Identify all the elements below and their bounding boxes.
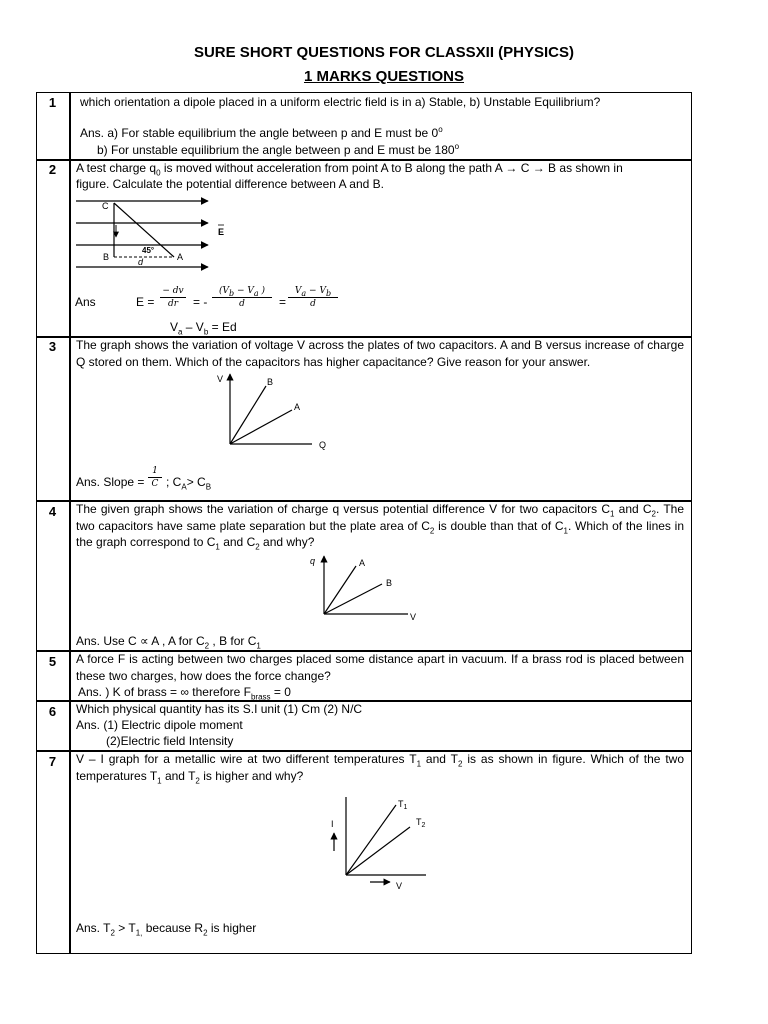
line-t2-label: $T_2$ (416, 817, 426, 829)
fraction-2: ($V_b - V_a$ ) d (212, 286, 272, 309)
line-a-label: A (359, 558, 366, 568)
fraction-1: − dv dr (160, 286, 186, 309)
line-b-label: B (267, 377, 274, 387)
axis-v-label: V (410, 612, 417, 622)
point-a-label: A (177, 252, 184, 262)
answer-line: Ans. ) K of brass = ∞ therefore $F_{brass} = 0$ (78, 685, 291, 702)
axis-q-label: q (310, 556, 316, 566)
answer-result: $V_a - V_b = Ed$ (170, 320, 237, 337)
equation-lhs: E = (136, 295, 155, 309)
current-voltage-graph (326, 793, 436, 893)
question-number: 6 (48, 704, 57, 719)
question-text: which orientation a dipole placed in a uniform electric field is in a) Stable, b) Unstable Equilibrium? (80, 95, 601, 109)
fraction-3: $V_a - V_b$ d (288, 286, 338, 309)
question-number: 2 (48, 162, 57, 177)
question-text: Which physical quantity has its S.I unit (1) Cm (2) N/C (76, 702, 363, 716)
axis-i-label: I (331, 819, 334, 829)
question-number: 1 (48, 95, 57, 110)
equation-op: = - (193, 295, 208, 309)
field-label: E (218, 227, 225, 237)
question-text: The graph shows the variation of voltage V across the plates of two capacitors. A and B versus increase of charge Q stored on them. Which of the capacitors has higher capacitance? Give reason for your answer. (76, 338, 684, 369)
question-number: 3 (48, 339, 57, 354)
point-b-label: B (103, 252, 110, 262)
column-divider (69, 92, 71, 954)
equation-op: = (279, 295, 287, 309)
point-c-label: C (102, 201, 109, 211)
path-figure (72, 195, 242, 277)
question-text: A test charge $q_0$ is moved without acceleration from point A to B along the path A → C → B as shown in (76, 161, 623, 178)
distance-label: d (138, 257, 144, 267)
answer-line: Ans. $T_2 > T_{1,}$ because $R_2$ is higher (76, 921, 257, 938)
answer-line: Ans. Use C ∝ A , A for $C_2$ , B for $C_1$ (76, 634, 261, 651)
question-text: figure. Calculate the potential difference between A and B. (76, 177, 384, 191)
axis-q-label: Q (319, 440, 327, 450)
answer-line: ; $C_A> C_B$ (166, 475, 212, 492)
question-text: V – I graph for a metallic wire at two different temperatures $T_1$ and $T_2$ is as shown in figure. Which of the two temperatures $T_1$ and $T_2$ is higher and why? (76, 752, 684, 785)
page-title: SURE SHORT QUESTIONS FOR CLASSXII (PHYSICS) (193, 44, 575, 61)
answer-line: Ans. (1) Electric dipole moment (76, 718, 243, 732)
answer-line: (2)Electric field Intensity (106, 734, 234, 748)
charge-voltage-graph (306, 552, 424, 626)
answer-line: Ans. Slope = (76, 475, 145, 489)
line-a-label: A (294, 402, 301, 412)
question-number: 7 (48, 754, 57, 769)
voltage-charge-graph (212, 370, 342, 452)
axis-v-label: V (396, 881, 403, 891)
axis-v-label: V (217, 374, 224, 384)
question-number: 4 (48, 504, 57, 519)
answer-line: b) For unstable equilibrium the angle between p and E must be 180$^o$ (97, 142, 460, 157)
question-text: A force F is acting between two charges placed some distance apart in vacuum. If a brass rod is placed between these two charges, how does the force change? (76, 652, 684, 683)
angle-label: 45° (142, 246, 155, 255)
page-subtitle: 1 MARKS QUESTIONS (303, 68, 465, 85)
answer-label: Ans (75, 295, 96, 309)
answer-line: Ans. a) For stable equilibrium the angle between p and E must be 0$^o$ (80, 125, 443, 140)
line-t1-label: $T_1$ (398, 799, 408, 811)
question-number: 5 (48, 654, 57, 669)
line-b-label: B (386, 578, 393, 588)
question-text: The given graph shows the variation of charge q versus potential difference V for two capacitors $C_1$ and $C_2$. The two capacitors have same plate separation but the plate area of $C_2$ is double than that of $C_1$. Which of the lines in the graph correspond to $C_1$ and $C_2$ and why? (76, 502, 685, 552)
fraction-slope: 1 C (148, 466, 162, 489)
